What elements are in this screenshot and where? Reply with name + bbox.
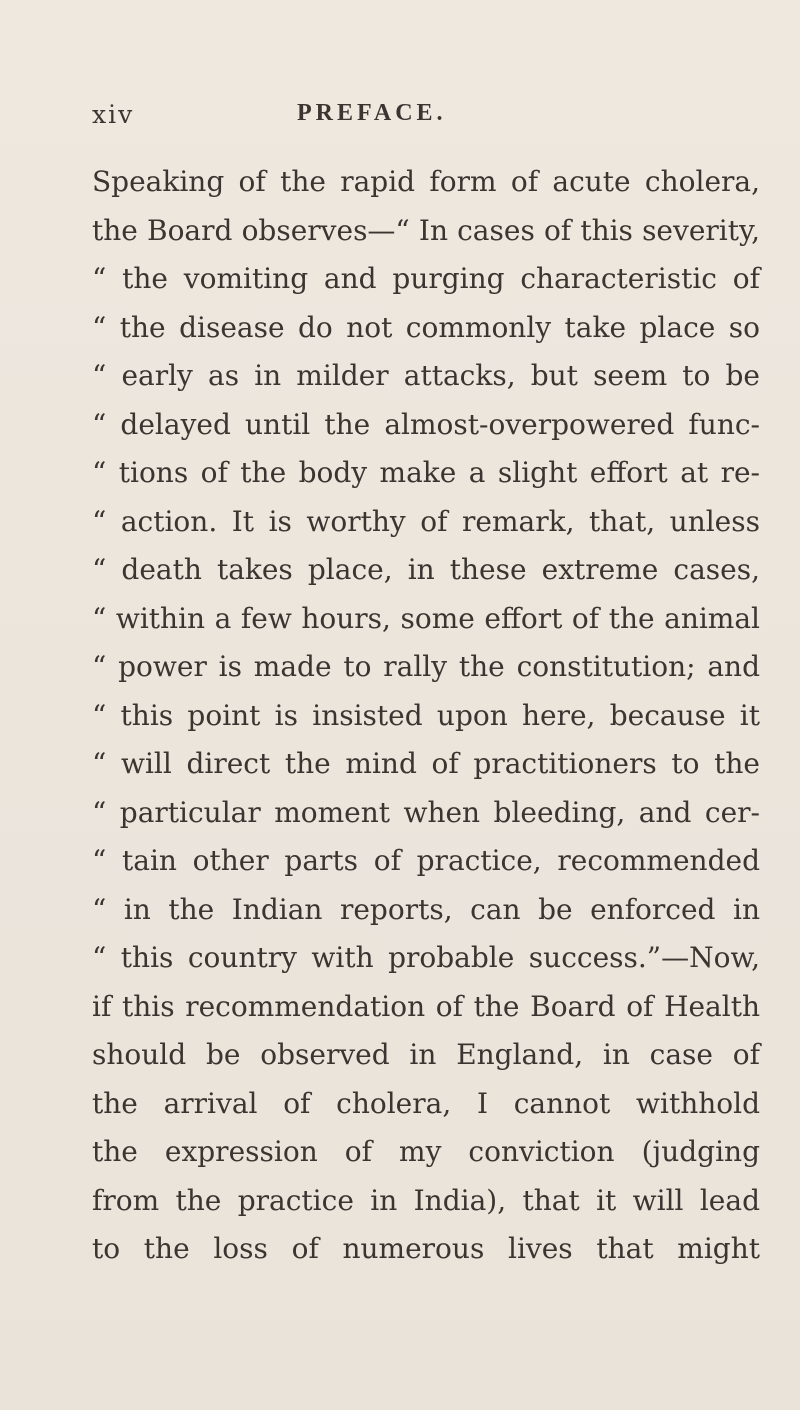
text-line: “ death takes place, in these extreme cases, xyxy=(92,553,760,586)
text-line: “ tions of the body make a slight effort at re- xyxy=(92,456,760,489)
text-line: “ tain other parts of practice, recommended xyxy=(92,844,760,877)
text-line: “ in the Indian reports, can be enforced in xyxy=(92,892,760,926)
text-line: the arrival of cholera, I cannot withhold xyxy=(92,1086,760,1120)
text-line: “ the disease do not commonly take place so xyxy=(92,310,760,344)
text-line: should be observed in England, in case of xyxy=(92,1038,760,1071)
text-line: “ action. It is worthy of remark, that, unless xyxy=(92,504,760,538)
text-line: to the loss of numerous lives that might xyxy=(92,1232,760,1265)
text-line: “ within a few hours, some effort of the animal xyxy=(92,601,760,635)
text-line: the Board observes—“ In cases of this severity, xyxy=(92,213,760,247)
text-line: the expression of my conviction (judging xyxy=(92,1135,760,1168)
text-line: if this recommendation of the Board of Health xyxy=(92,989,760,1023)
text-line: from the practice in India), that it will lead xyxy=(92,1183,760,1217)
text-line: “ will direct the mind of practitioners to the xyxy=(92,747,760,780)
text-line: “ delayed until the almost-overpowered func- xyxy=(92,407,760,441)
text-line: “ this point is insisted upon here, because it xyxy=(92,698,760,732)
text-line: “ particular moment when bleeding, and cer- xyxy=(92,795,760,829)
text-line: “ early as in milder attacks, but seem to be xyxy=(92,359,760,392)
text-line: Speaking of the rapid form of acute cholera, xyxy=(92,165,760,198)
page-number: xiv xyxy=(92,100,135,129)
page-header xyxy=(92,100,792,140)
body-text xyxy=(92,158,760,1274)
running-head: PREFACE. xyxy=(297,100,447,126)
text-line: “ power is made to rally the constitution; and xyxy=(92,650,760,683)
text-line: “ the vomiting and purging characteristic of xyxy=(92,262,760,295)
text-line: “ this country with probable success.”—Now, xyxy=(92,941,760,974)
